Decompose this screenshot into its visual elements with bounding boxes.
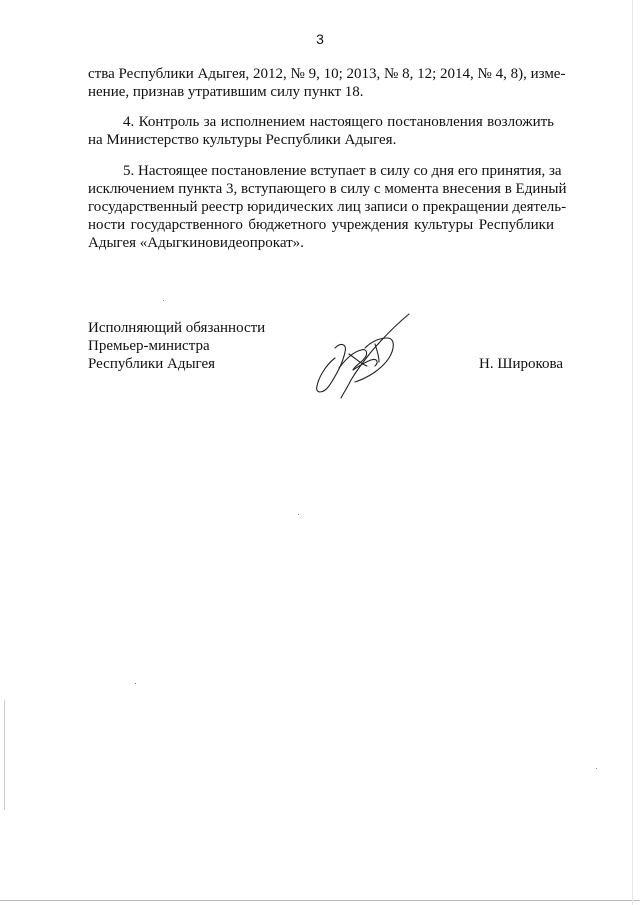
signer-position-line-2: Премьер-министра [88, 338, 210, 354]
scan-edge-mark [4, 700, 5, 810]
scan-right-edge [632, 0, 633, 905]
continuation-line-2: нение, признав утратившим силу пункт 18. [88, 84, 364, 100]
paragraph-5-line-5: Адыгея «Адыгкиновидеопрокат». [88, 235, 304, 251]
paragraph-5-line-1: 5. Настоящее постановление вступает в силу со дня его принятия, за [123, 163, 562, 179]
scan-speck [135, 683, 136, 684]
signer-name: Н. Широкова [479, 356, 564, 372]
scan-speck [298, 514, 299, 515]
paragraph-5-line-2: исключением пункта 3, вступающего в силу с момента внесения в Единый [88, 181, 567, 197]
paragraph-5-line-4: ности государственного бюджетного учреждения культуры Республики [88, 217, 554, 233]
handwritten-signature [305, 308, 417, 400]
scan-speck [596, 768, 597, 769]
scan-speck [163, 300, 164, 301]
paragraph-5-line-3: государственный реестр юридических лиц записи о прекращении деятель- [88, 199, 567, 215]
page-number: 3 [316, 31, 324, 47]
paragraph-4-line-2: на Министерство культуры Республики Адыгея. [88, 132, 397, 148]
paragraph-4-line-1: 4. Контроль за исполнением настоящего постановления возложить [123, 114, 554, 130]
continuation-line-1: ства Республики Адыгея, 2012, № 9, 10; 2013, № 8, 12; 2014, № 4, 8), изме- [88, 66, 566, 82]
signer-position-line-3: Республики Адыгея [88, 356, 216, 372]
signer-position-line-1: Исполняющий обязанности [88, 320, 266, 336]
scan-bottom-edge [0, 900, 640, 901]
